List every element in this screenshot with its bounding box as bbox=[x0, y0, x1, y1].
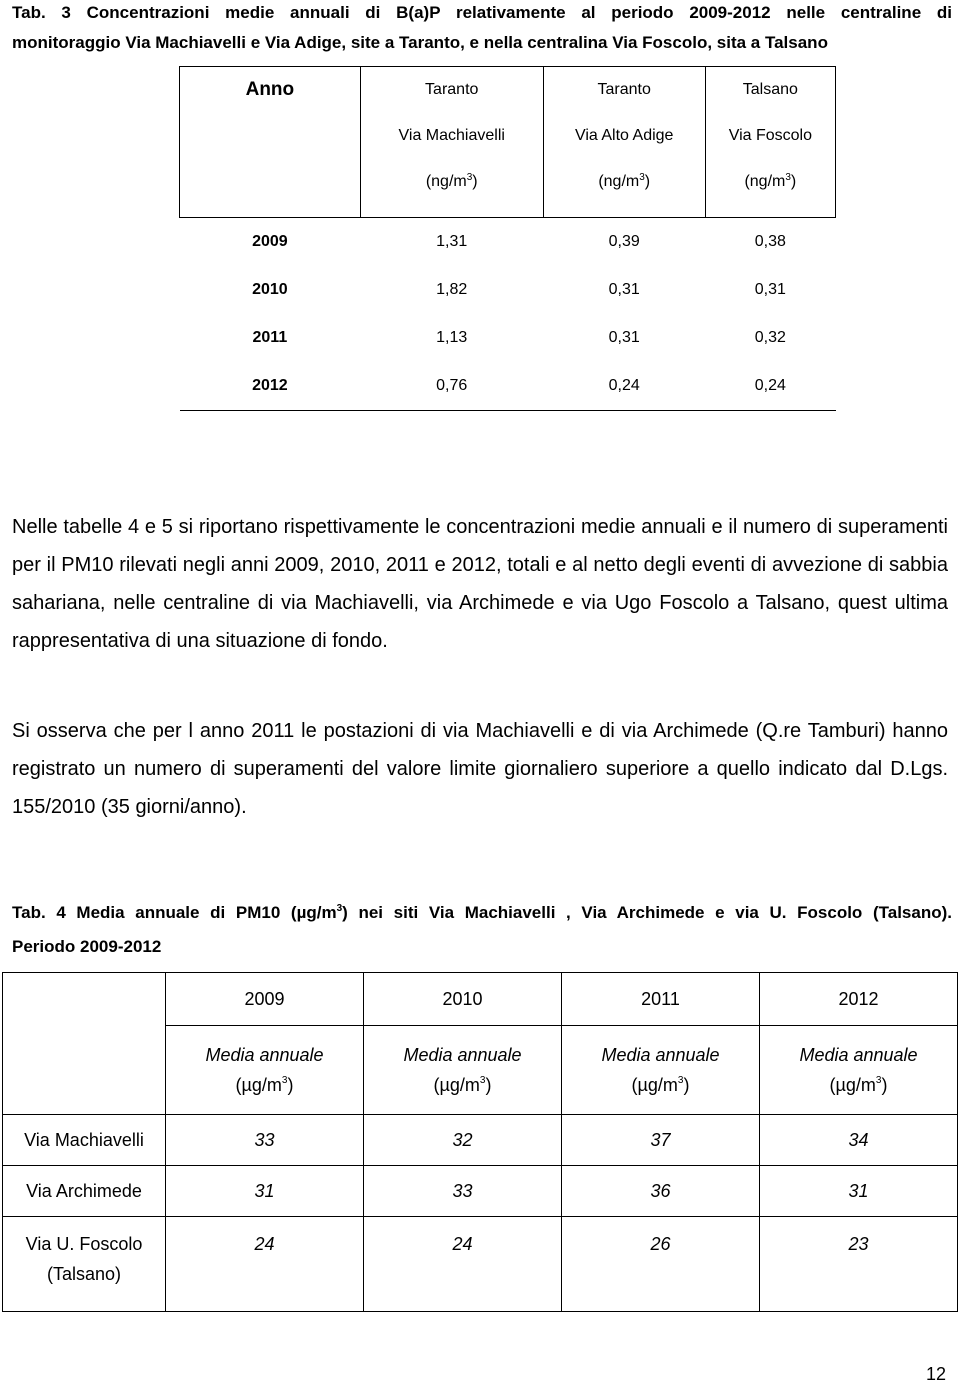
value-cell: 33 bbox=[364, 1166, 562, 1217]
value-cell: 23 bbox=[760, 1217, 958, 1312]
value-cell: 1,13 bbox=[436, 329, 468, 346]
year-cell: 2010 bbox=[252, 281, 288, 298]
value-cell: 31 bbox=[166, 1166, 364, 1217]
col2-site: Via Alto Adige bbox=[574, 127, 674, 144]
table3-row bbox=[180, 266, 836, 314]
subheader-cell: Media annuale $(\mu g/m^3)$ bbox=[166, 1026, 364, 1115]
year-cell: 2011 bbox=[252, 329, 288, 346]
col3-city: Talsano bbox=[742, 81, 798, 98]
subheader-cell: Media annuale $(\mu g/m^3)$ bbox=[364, 1026, 562, 1115]
value-cell: 36 bbox=[562, 1166, 760, 1217]
table3-caption-line1: Tab. 3 Concentrazioni medie annuali di B(a)P relativamente al periodo 2009-2012 nelle centraline di bbox=[12, 3, 952, 22]
value-cell: 0,31 bbox=[608, 281, 640, 298]
page-number: 12 bbox=[925, 1364, 946, 1384]
anno-label: Anno bbox=[245, 79, 295, 100]
col2-unit: $(ng/m^3)$ bbox=[598, 172, 651, 190]
value-cell: 24 bbox=[364, 1217, 562, 1312]
year-header: 2010 bbox=[364, 973, 562, 1026]
subheader-cell: Media annuale $(\mu g/m^3)$ bbox=[760, 1026, 958, 1115]
site-cell: Via Machiavelli bbox=[3, 1115, 166, 1166]
table3-header-row bbox=[180, 67, 836, 218]
table3-header-anno bbox=[180, 67, 361, 218]
col3-site: Via Foscolo bbox=[728, 127, 812, 144]
col1-city: Taranto bbox=[425, 81, 479, 98]
table3-caption-line2: monitoraggio Via Machiavelli e Via Adige, site a Taranto, e nella centralina Via Foscolo, sita a Talsano bbox=[12, 33, 828, 52]
subheader-cell: Media annuale $(\mu g/m^3)$ bbox=[562, 1026, 760, 1115]
table3-header-col2 bbox=[543, 67, 705, 218]
year-header: 2009 bbox=[166, 973, 364, 1026]
table4-caption-line1: Tab. 4 Media annuale di PM10 $(\mu g/m^3)$ nei siti Via Machiavelli , Via Archimede e via U. Foscolo (Talsano). bbox=[12, 903, 952, 922]
table4-row bbox=[3, 1217, 958, 1312]
col1-site: Via Machiavelli bbox=[398, 127, 505, 144]
value-cell: 0,31 bbox=[754, 281, 786, 298]
value-cell: 24 bbox=[166, 1217, 364, 1312]
value-cell: 0,32 bbox=[754, 329, 786, 346]
year-header: 2011 bbox=[562, 973, 760, 1026]
value-cell: 0,24 bbox=[705, 362, 835, 411]
year-cell: 2012 bbox=[180, 362, 361, 411]
site-cell: Via Archimede bbox=[3, 1166, 166, 1217]
table3-row bbox=[180, 314, 836, 362]
value-cell: 37 bbox=[562, 1115, 760, 1166]
value-cell: 0,39 bbox=[608, 233, 640, 250]
site-cell: Via U. Foscolo (Talsano) bbox=[3, 1217, 166, 1312]
table4-row bbox=[3, 1115, 958, 1166]
col2-city: Taranto bbox=[597, 81, 651, 98]
value-cell: 33 bbox=[166, 1115, 364, 1166]
value-cell: 0,38 bbox=[754, 233, 786, 250]
value-cell: 0,76 bbox=[360, 362, 543, 411]
value-cell: 26 bbox=[562, 1217, 760, 1312]
value-cell: 32 bbox=[364, 1115, 562, 1166]
year-header: 2012 bbox=[760, 973, 958, 1026]
table4-empty-corner bbox=[3, 973, 166, 1115]
value-cell: 0,24 bbox=[543, 362, 705, 411]
paragraph-1: Nelle tabelle 4 e 5 si riportano rispettivamente le concentrazioni medie annuali e il numero di superamenti per il PM10 rilevati negli anni 2009, 2010, 2011 e 2012, totali e al netto degli eventi di avvezione di sabbia sahariana, nelle centraline di via Machiavelli, via Archimede e via Ugo Foscolo a Talsano, quest ultima rappresentativa di una situazione di fondo. bbox=[12, 516, 948, 652]
value-cell: 31 bbox=[760, 1166, 958, 1217]
value-cell: 34 bbox=[760, 1115, 958, 1166]
paragraph-2: Si osserva che per l anno 2011 le postazioni di via Machiavelli e di via Archimede (Q.re Tamburi) hanno registrato un numero di superamenti del valore limite giornaliero superiore a quello indicato dal D.Lgs. 155/2010 (35 giorni/anno). bbox=[12, 720, 948, 818]
table4-year-row bbox=[3, 973, 958, 1026]
value-cell: 0,31 bbox=[608, 329, 640, 346]
table3-row bbox=[180, 362, 836, 411]
table4-caption-line2: Periodo 2009-2012 bbox=[12, 937, 162, 956]
year-cell: 2009 bbox=[252, 233, 288, 250]
table3 bbox=[179, 66, 836, 411]
table3-header-col3 bbox=[705, 67, 835, 218]
table3-row bbox=[180, 218, 836, 267]
table3-header-col1 bbox=[360, 67, 543, 218]
table4 bbox=[2, 972, 958, 1312]
value-cell: 1,82 bbox=[436, 281, 468, 298]
value-cell: 1,31 bbox=[436, 233, 468, 250]
table4-row bbox=[3, 1166, 958, 1217]
col1-unit: $(ng/m^3)$ bbox=[425, 172, 478, 190]
col3-unit: $(ng/m^3)$ bbox=[744, 172, 797, 190]
